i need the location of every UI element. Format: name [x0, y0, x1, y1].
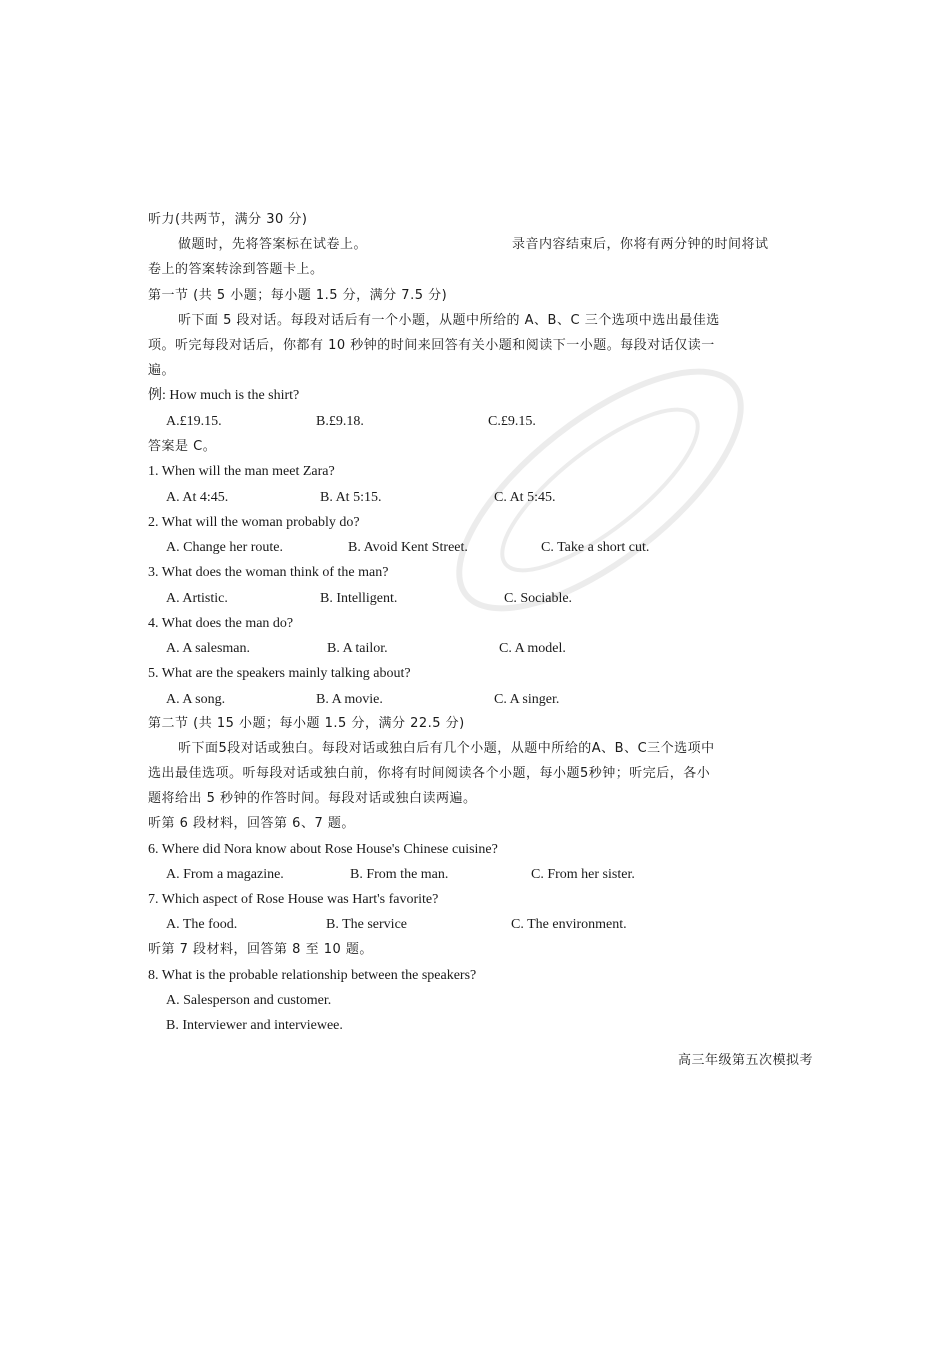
section1-instruction-line1: 听下面 5 段对话。每段对话后有一个小题，从题中所给的 A、B、C 三个选项中选出最佳选 [178, 313, 720, 328]
question-7: 7. Which aspect of Rose House was Hart's favorite? [148, 892, 439, 907]
question-5-option-b: B. A movie. [316, 692, 383, 707]
question-8: 8. What is the probable relationship between the speakers? [148, 968, 477, 983]
question-8-option-a: A. Salesperson and customer. [166, 993, 332, 1008]
question-1-option-c: C. At 5:45. [494, 490, 556, 505]
question-1-option-a: A. At 4:45. [166, 490, 229, 505]
question-8-option-b: B. Interviewer and interviewee. [166, 1018, 343, 1033]
question-2-option-c: C. Take a short cut. [541, 540, 650, 555]
section1-instruction-line2: 项。听完每段对话后，你都有 10 秒钟的时间来回答有关小题和阅读下一小题。每段对话仅读一 [148, 338, 715, 353]
question-7-option-a: A. The food. [166, 917, 238, 932]
instruction-continued: 卷上的答案转涂到答题卡上。 [148, 262, 324, 277]
example-answer: 答案是 C。 [148, 439, 217, 454]
instruction-right: 录音内容结束后，你将有两分钟的时间将试 [512, 237, 769, 252]
section1-title: 第一节 (共 5 小题；每小题 1.5 分，满分 7.5 分) [148, 288, 448, 303]
material-6-heading: 听第 6 段材料，回答第 6、7 题。 [148, 816, 355, 831]
question-1: 1. When will the man meet Zara? [148, 464, 335, 479]
material-7-heading: 听第 7 段材料，回答第 8 至 10 题。 [148, 942, 373, 957]
question-5-option-c: C. A singer. [494, 692, 560, 707]
question-7-option-b: B. The service [326, 917, 407, 932]
question-6-option-b: B. From the man. [350, 867, 449, 882]
question-1-option-b: B. At 5:15. [320, 490, 382, 505]
question-4-option-b: B. A tailor. [327, 641, 388, 656]
example-option-c: C.£9.15. [488, 414, 536, 429]
question-3: 3. What does the woman think of the man? [148, 565, 389, 580]
section1-instruction-line3: 遍。 [148, 363, 176, 378]
instruction-left: 做题时，先将答案标在试卷上。 [178, 237, 368, 252]
section2-instruction-line3: 题将给出 5 秒钟的作答时间。每段对话或独白读两遍。 [148, 791, 477, 806]
example-question: 例: How much is the shirt? [148, 388, 300, 403]
question-5: 5. What are the speakers mainly talking about? [148, 666, 411, 681]
question-6-option-c: C. From her sister. [531, 867, 635, 882]
question-2-option-b: B. Avoid Kent Street. [348, 540, 468, 555]
question-5-option-a: A. A song. [166, 692, 226, 707]
question-4-option-c: C. A model. [499, 641, 566, 656]
question-4: 4. What does the man do? [148, 616, 294, 631]
question-6-option-a: A. From a magazine. [166, 867, 284, 882]
question-3-option-c: C. Sociable. [504, 591, 573, 606]
footer-exam-name: 高三年级第五次模拟考 [678, 1053, 814, 1068]
question-3-option-a: A. Artistic. [166, 591, 228, 606]
question-4-option-a: A. A salesman. [166, 641, 250, 656]
question-7-option-c: C. The environment. [511, 917, 627, 932]
part-title: 听力(共两节，满分 30 分) [148, 212, 308, 227]
section2-instruction-line1: 听下面5段对话或独白。每段对话或独白后有几个小题，从题中所给的A、B、C三个选项中 [178, 741, 715, 756]
question-6: 6. Where did Nora know about Rose House's Chinese cuisine? [148, 842, 498, 857]
section2-title: 第二节 (共 15 小题；每小题 1.5 分，满分 22.5 分) [148, 716, 465, 731]
example-option-a: A.£19.15. [166, 414, 222, 429]
example-option-b: B.£9.18. [316, 414, 364, 429]
question-2: 2. What will the woman probably do? [148, 515, 360, 530]
question-3-option-b: B. Intelligent. [320, 591, 398, 606]
section2-instruction-line2: 选出最佳选项。听每段对话或独白前，你将有时间阅读各个小题，每小题5秒钟；听完后，各小 [148, 766, 711, 781]
question-2-option-a: A. Change her route. [166, 540, 284, 555]
